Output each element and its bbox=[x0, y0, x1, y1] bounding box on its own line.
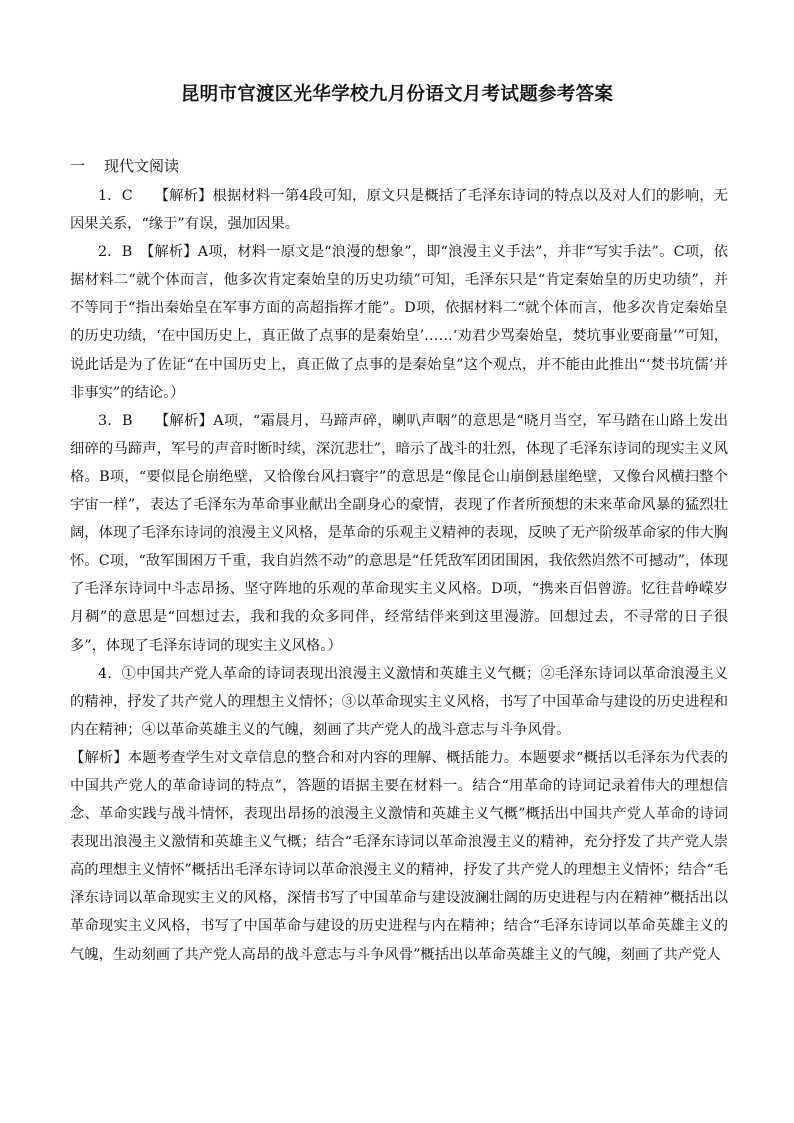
section-label: 现代文阅读 bbox=[104, 157, 180, 175]
section-number: 一 bbox=[70, 157, 86, 175]
page-title: 昆明市官渡区光华学校九月份语文月考试题参考答案 bbox=[180, 84, 614, 105]
answer-body bbox=[70, 182, 728, 969]
section-heading bbox=[70, 155, 179, 176]
answer-paragraph-3: 3．B 【解析】A项，“霜晨月，马蹄声碎，喇叭声咽”的意思是“晓月当空，军马踏在山路上发出细碎的马蹄声，军号的声音时断时续，深沉悲壮”，暗示了战斗的壮烈，体现了毛泽东诗词的现实主义风格。B项，“要似昆仑崩绝壁，又恰像台风扫寰宇”的意思是“像昆仑山崩倒悬崖绝壁，又像台风横扫整个宇宙一样”，表达了毛泽东为革命事业献出全副身心的豪情，表现了作者所预想的未来革命风暴的猛烈壮阔，体现了毛泽东诗词的浪漫主义风格，是革命的乐观主义精神的表现，反映了无产阶级革命家的伟大胸怀。C项，“敌军围困万千重，我自岿然不动”的意思是“任凭敌军团团围困，我依然岿然不可撼动”，体现了毛泽东诗词中斗志昂扬、坚守阵地的乐观的革命现实主义风格。D项，“携来百侣曾游。忆往昔峥嵘岁月稠”的意思是“回想过去，我和我的众多同伴，经常结伴来到这里漫游。回想过去，不寻常的日子很多”，体现了毛泽东诗词的现实主义风格。） bbox=[70, 412, 728, 654]
answer-paragraph-1: 1．C 【解析】根据材料一第4段可知，原文只是概括了毛泽东诗词的特点以及对人们的影响，无因果关系，“缘于”有误，强加因果。 bbox=[70, 188, 728, 233]
answer-paragraph-4: 4．①中国共产党人革命的诗词表现出浪漫主义激情和英雄主义气概；②毛泽东诗词以革命浪漫主义的精神，抒发了共产党人的理想主义情怀；③以革命现实主义风格，书写了中国革命与建设的历史进程和内在精神；④以革命英雄主义的气魄，刻画了共产党人的战斗意志与斗争风骨。 bbox=[70, 665, 728, 738]
analysis-paragraph: 【解析】本题考查学生对文章信息的整合和对内容的理解、概括能力。本题要求“概括以毛泽东为代表的中国共产党人的革命诗词的特点”，答题的语据主要在材料一。结合“用革命的诗词记录着伟大的理想信念、革命实践与战斗情怀，表现出昂扬的浪漫主义激情和英雄主义气概”概括出中国共产党人革命的诗词表现出浪漫主义激情和英雄主义气概；结合“毛泽东诗词以革命浪漫主义的精神，充分抒发了共产党人崇高的理想主义情怀”概括出毛泽东诗词以革命浪漫主义的精神，抒发了共产党人的理想主义情怀；结合“毛泽东诗词以革命现实主义的风格，深情书写了中国革命与建设波澜壮阔的历史进程与内在精神”概括出以革命现实主义风格，书写了中国革命与建设的历史进程与内在精神；结合“毛泽东诗词以革命英雄主义的气魄，生动刻画了共产党人高昂的战斗意志与斗争风骨”概括出以革命英雄主义的气魄，刻画了共产党人 bbox=[70, 749, 728, 963]
answer-paragraph-2: 2．B 【解析】A项，材料一原文是“浪漫的想象”，即“浪漫主义手法”，并非“写实手法”。C项，依据材料二“就个体而言，他多次肯定秦始皇的历史功绩”可知，毛泽东只是“肯定秦始皇的历史功绩”，并不等同于“指出秦始皇在军事方面的高超指挥才能”。D项，依据材料二“就个体而言，他多次肯定秦始皇的历史功绩，‘在中国历史上，真正做了点事的是秦始皇’……‘劝君少骂秦始皇，焚坑事业要商量’”可知，说此话是为了佐证“在中国历史上，真正做了点事的是秦始皇”这个观点，并不能由此推出“‘焚书坑儒’并非事实”的结论。） bbox=[70, 244, 728, 401]
